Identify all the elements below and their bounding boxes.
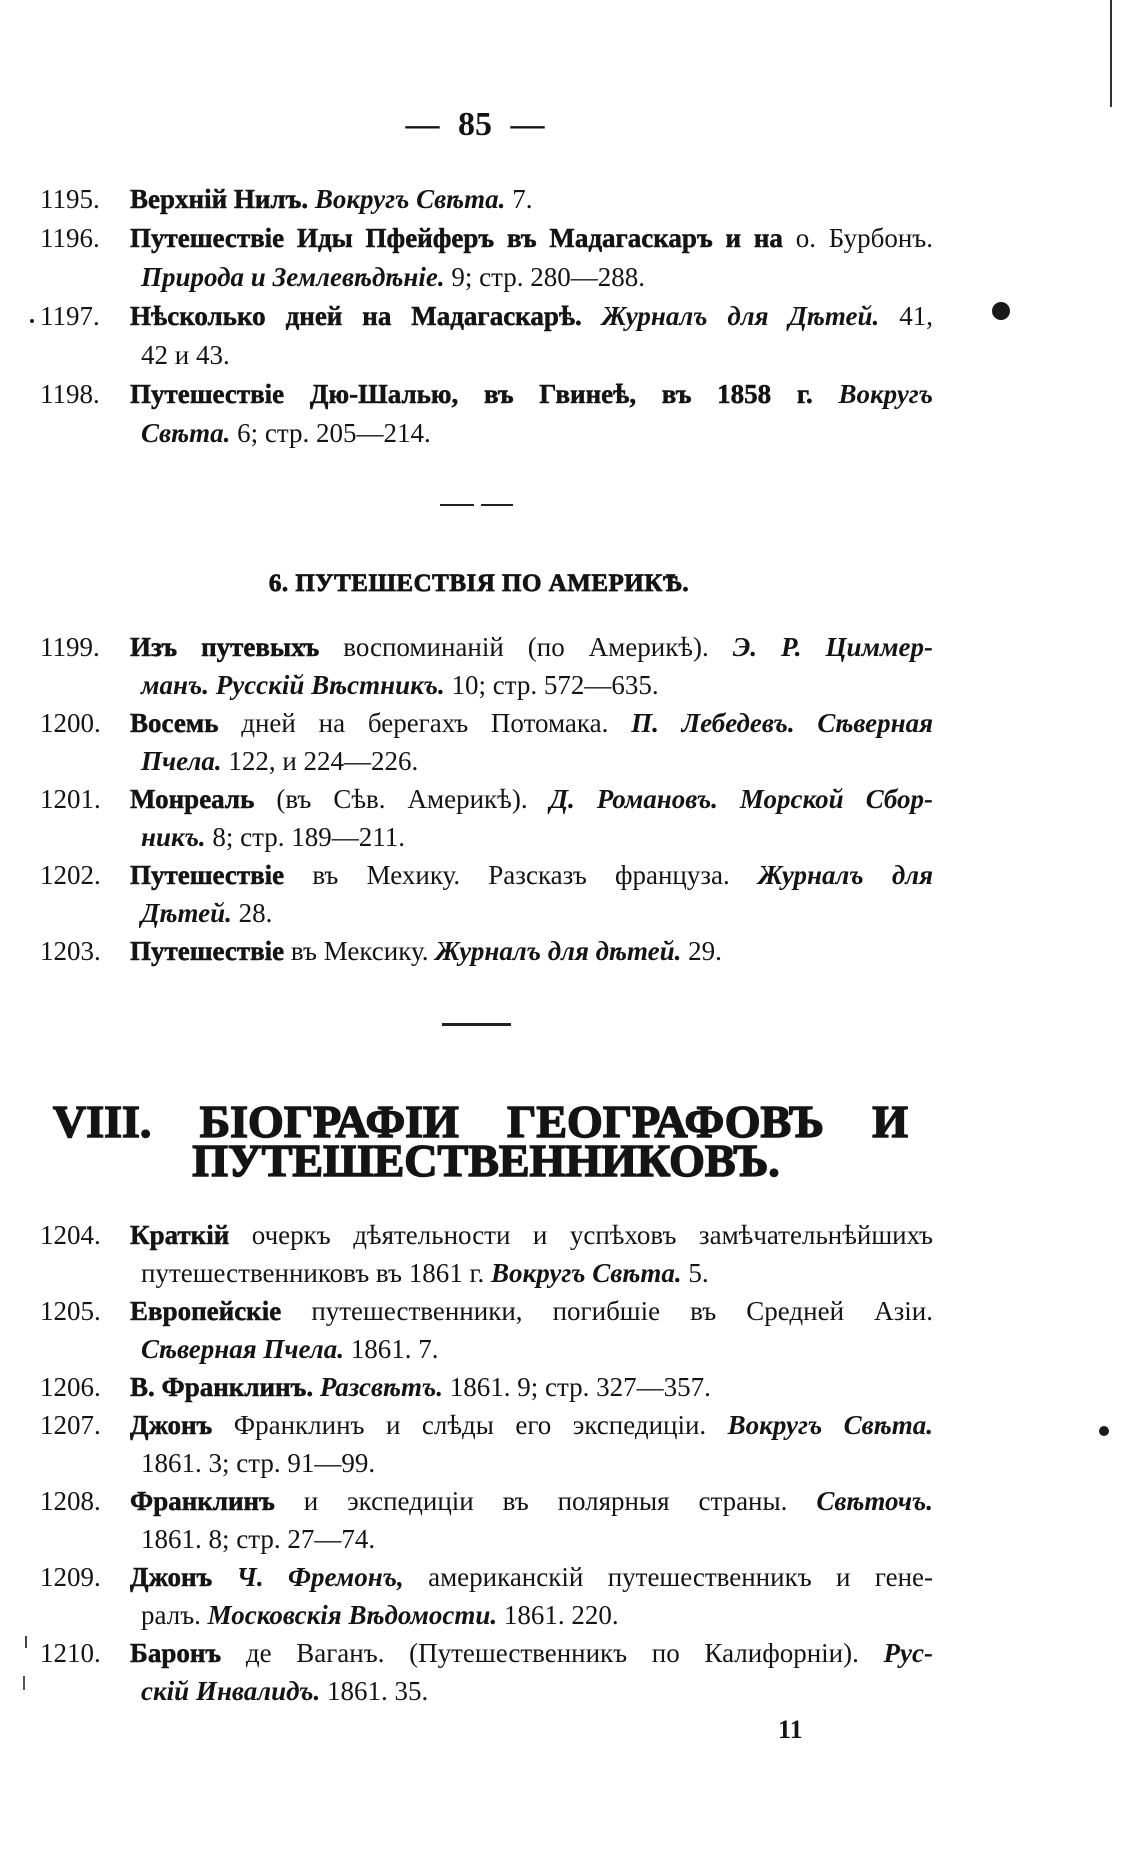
entry-line (0, 180, 933, 219)
entry-source: скій Инвалидъ. (141, 1676, 321, 1706)
bibliography-list-travels (0, 180, 933, 453)
bibliography-entry (0, 1482, 933, 1558)
margin-mark (23, 1676, 25, 1690)
bibliography-entry (0, 704, 933, 780)
entry-source: Журналъ для дѣтей. (435, 936, 682, 966)
entry-title: Джонъ (130, 1562, 237, 1592)
entry-number: 1196. (40, 223, 100, 253)
bibliography-entry (0, 180, 933, 219)
margin-mark (25, 1636, 27, 1648)
scan-edge-line (1110, 0, 1112, 107)
entry-line (0, 414, 933, 453)
entry-text: 1861. 220. (497, 1600, 619, 1630)
bibliography-entry (0, 1292, 933, 1368)
entry-text: очеркъ дѣятельности и успѣховъ замѣчательнѣйшихъ (251, 1220, 933, 1250)
entry-source: Природа и Землевѣдѣніе. (141, 262, 445, 292)
entry-source: Вокругъ (838, 379, 933, 409)
entry-text: о. Бурбонъ. (795, 223, 933, 253)
entry-text: 1861. 3; стр. 91—99. (141, 1448, 376, 1478)
entry-text: 5. (681, 1258, 709, 1288)
entry-number: 1202. (40, 860, 101, 890)
section-heading: 6. ПУТЕШЕСТВІЯ ПО АМЕРИКѢ. (268, 570, 690, 597)
entry-text: 42 и 43. (141, 340, 230, 370)
bibliography-list-biographies (0, 1216, 933, 1710)
entry-source: Сѣверная Пчела. (141, 1334, 344, 1364)
entry-line (0, 1482, 933, 1520)
entry-text: 1861. 35. (320, 1676, 429, 1706)
entry-source: Журналъ для Дѣтей. (601, 301, 880, 331)
bibliography-entry (0, 1406, 933, 1482)
ink-speck (1099, 1426, 1109, 1436)
entry-text: 7. (505, 184, 533, 214)
chapter-divider (442, 1023, 511, 1026)
entry-title: Изъ путевыхъ (130, 632, 344, 662)
entry-line (0, 375, 933, 414)
entry-title: В. Франклинъ. (130, 1372, 320, 1402)
entry-source: Дѣтей. (141, 898, 232, 928)
entry-text: 10; стр. 572—635. (444, 670, 659, 700)
entry-line (0, 628, 933, 666)
entry-number: 1207. (40, 1410, 101, 1440)
entry-source: Московскія Вѣдомости. (207, 1600, 498, 1630)
entry-line (0, 856, 933, 894)
entry-text: путешественники, погибшіе въ Средней Азіи. (311, 1296, 933, 1326)
entry-source: Рус- (883, 1638, 933, 1668)
page-number: — 85 — (405, 106, 545, 143)
entry-line (0, 1634, 933, 1672)
entry-title: Франклинъ (130, 1486, 304, 1516)
entry-number: 1206. (40, 1372, 101, 1402)
entry-line (0, 1330, 933, 1368)
entry-line (0, 219, 933, 258)
bibliography-entry (0, 1216, 933, 1292)
bibliography-entry (0, 932, 933, 970)
entry-text: 9; стр. 280—288. (444, 262, 646, 292)
entry-title: Путешествіе (130, 860, 313, 890)
entry-text: 8; стр. 189—211. (205, 822, 406, 852)
entry-text: 6; стр. 205—214. (230, 418, 431, 448)
entry-title: Нѣсколько дней на Мадагаскарѣ. (130, 301, 602, 331)
entry-title: Джонъ (130, 1410, 234, 1440)
entry-text: 122, и 224—226. (221, 746, 419, 776)
entry-text: и экспедиціи въ полярныя страны. (303, 1486, 817, 1516)
bibliography-entry (0, 1634, 933, 1710)
entry-number: 1200. (40, 708, 101, 738)
entry-text: (въ Сѣв. Америкѣ). (276, 784, 550, 814)
bibliography-entry (0, 297, 933, 375)
entry-number: 1203. (40, 936, 101, 966)
entry-number: 1195. (40, 184, 100, 214)
entry-line (0, 666, 933, 704)
entry-line (0, 1216, 933, 1254)
entry-number: 1209. (40, 1562, 101, 1592)
entry-source: Ч. Фремонъ, (236, 1562, 404, 1592)
ink-speck (30, 319, 34, 323)
entry-line (0, 818, 933, 856)
entry-text: ралъ. (141, 1600, 208, 1630)
entry-source: Вокругъ Свѣта. (727, 1410, 933, 1440)
bibliography-entry (0, 1368, 933, 1406)
bibliography-entry (0, 628, 933, 704)
entry-number: 1210. (40, 1638, 101, 1668)
entry-source: Свѣточъ. (816, 1486, 933, 1516)
entry-source: Вокругъ Свѣта. (314, 184, 506, 214)
entry-text: 1861. 8; стр. 27—74. (141, 1524, 376, 1554)
ink-blot (992, 302, 1010, 320)
entry-line (0, 742, 933, 780)
entry-source: Журналъ для (757, 860, 933, 890)
entry-text: дней на берегахъ Потомака. (241, 708, 632, 738)
entry-line (0, 1444, 933, 1482)
entry-title: Краткій (130, 1220, 252, 1250)
entry-source: Разсвѣтъ. (319, 1372, 444, 1402)
entry-line (0, 1368, 933, 1406)
entry-line (0, 1292, 933, 1330)
entry-line (0, 932, 933, 970)
entry-text: въ Мехику. Разсказъ француза. (312, 860, 758, 890)
entry-text: воспоминаній (по Америкѣ). (343, 632, 733, 662)
entry-line (0, 258, 933, 297)
entry-title: Путешествіе (130, 936, 291, 966)
entry-text: 29. (681, 936, 722, 966)
entry-number: 1205. (40, 1296, 101, 1326)
entry-text: 1861. 7. (343, 1334, 439, 1364)
entry-line (0, 1558, 933, 1596)
entry-source: П. Лебедевъ. Сѣверная (631, 708, 933, 738)
entry-title: Баронъ (130, 1638, 246, 1668)
entry-text: 28. (231, 898, 273, 928)
entry-source: Пчела. (141, 746, 222, 776)
entry-title: Европейскіе (130, 1296, 312, 1326)
entry-title: Верхній Нилъ. (130, 184, 315, 214)
entry-number: 1208. (40, 1486, 101, 1516)
entry-line (0, 297, 933, 336)
entry-text: Франклинъ и слѣды его экспедиціи. (233, 1410, 728, 1440)
entry-title: Монреаль (130, 784, 277, 814)
section-divider-left (440, 504, 474, 506)
entry-line (0, 894, 933, 932)
entry-text: въ Мексику. (290, 936, 436, 966)
chapter-heading-line-1: VIII. БІОГРАФІИ ГЕОГРАФОВЪ И (53, 1096, 908, 1147)
entry-title: Путешествіе Дю-Шалью, въ Гвинеѣ, въ 1858 г. (130, 379, 839, 409)
entry-source: Вокругъ Свѣта. (491, 1258, 682, 1288)
entry-text: 1861. 9; стр. 327—357. (443, 1372, 711, 1402)
entry-source: Д. Романовъ. Морской Сбор- (549, 784, 933, 814)
bibliography-entry (0, 780, 933, 856)
entry-number: 1198. (40, 379, 100, 409)
entry-number: 1199. (40, 632, 100, 662)
bibliography-entry (0, 856, 933, 932)
entry-line (0, 336, 933, 375)
entry-source: Свѣта. (141, 418, 231, 448)
entry-number: 1204. (40, 1220, 101, 1250)
entry-line (0, 1596, 933, 1634)
entry-number: 1201. (40, 784, 101, 814)
bibliography-entry (0, 1558, 933, 1634)
entry-line (0, 1672, 933, 1710)
bibliography-list-americas (0, 628, 933, 970)
printer-signature-mark: 11 (778, 1715, 803, 1744)
entry-text: де Ваганъ. (Путешественникъ по Калифорніи). (245, 1638, 884, 1668)
entry-line (0, 1406, 933, 1444)
entry-source: никъ. (141, 822, 206, 852)
entry-line (0, 1254, 933, 1292)
entry-title: Путешествіе Иды Пфейферъ въ Мадагаскаръ и на (130, 223, 796, 253)
entry-number: 1197. (40, 301, 100, 331)
chapter-heading-line-2: ПУТЕШЕСТВЕННИКОВЪ. (192, 1135, 780, 1186)
section-divider-right (481, 504, 513, 506)
entry-text: 41, (879, 301, 934, 331)
entry-line (0, 1520, 933, 1558)
entry-text: американскій путешественникъ и гене- (403, 1562, 933, 1592)
entry-line (0, 704, 933, 742)
entry-source: Э. Р. Циммер- (732, 632, 933, 662)
bibliography-entry (0, 219, 933, 297)
bibliography-entry (0, 375, 933, 453)
entry-text: путешественниковъ въ 1861 г. (141, 1258, 491, 1288)
entry-line (0, 780, 933, 818)
entry-source: манъ. Русскій Вѣстникъ. (141, 670, 445, 700)
entry-title: Восемь (130, 708, 242, 738)
